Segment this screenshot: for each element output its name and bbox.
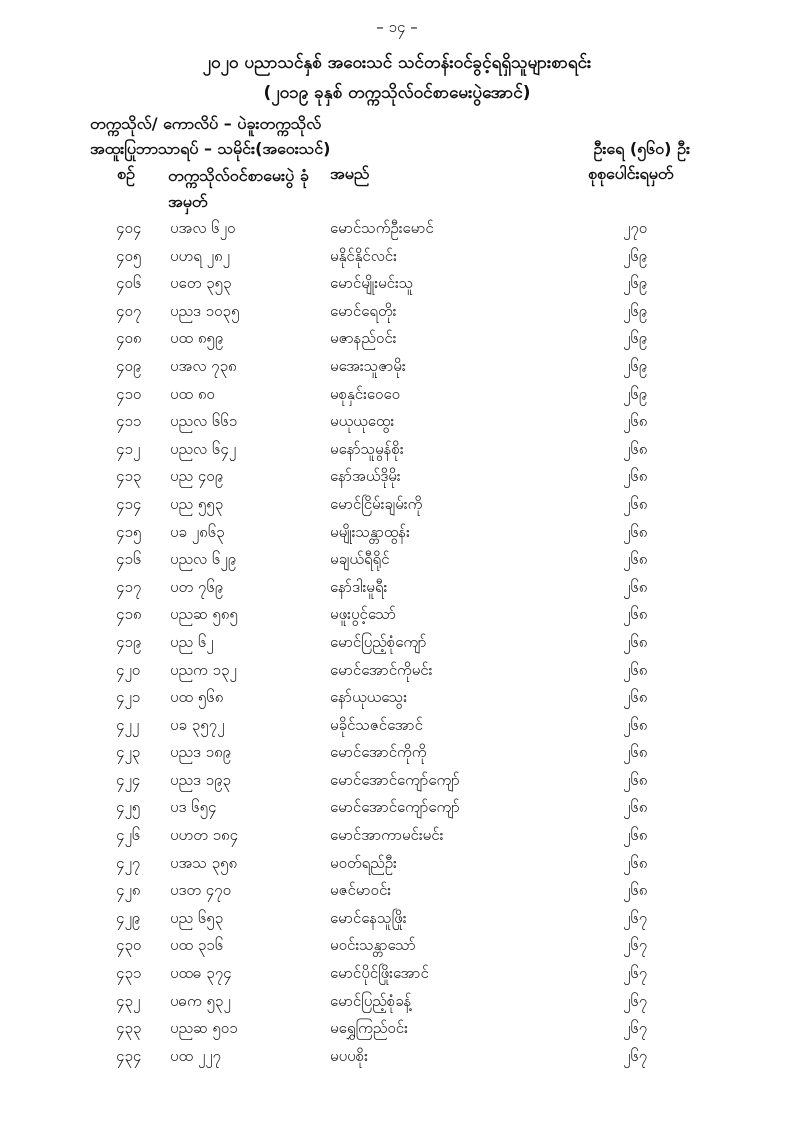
roll-number: ပထ ၂၂၇ (170, 1046, 221, 1065)
student-name: မောင်ပိုင်ဖြိုးအောင် (330, 964, 429, 983)
total-mark: ၂၆၈ (623, 577, 648, 596)
total-mark: ၂၆၉ (623, 329, 648, 348)
row-number: ၄၁၈ (116, 605, 142, 624)
table-row (0, 547, 794, 575)
table-row (0, 989, 794, 1017)
student-name: မောင်အောင်ကိုမင်း (330, 660, 433, 679)
table-row (0, 326, 794, 354)
student-name: နော်အယ်ဒိုမိုး (330, 467, 401, 486)
row-number: ၄၂၃ (116, 743, 141, 762)
row-number: ၄၃၁ (116, 964, 142, 983)
row-number: ၄၁၀ (116, 384, 142, 403)
student-name: မအေးသူဇာမိုး (330, 356, 406, 375)
table-row (0, 1044, 794, 1072)
student-name: မောင်အာကာမင်းမင်း (330, 826, 444, 845)
total-mark: ၂၆၈ (623, 439, 648, 458)
row-number: ၄၀၈ (116, 329, 142, 348)
roll-number: ပထဓ ၃၇၄ (170, 964, 232, 983)
total-mark: ၂၆၈ (623, 826, 648, 845)
total-mark: ၂၆၈ (623, 605, 648, 624)
total-mark: ၂၆၉ (623, 301, 648, 320)
count-line: ဦးရေ (၅၆၀) ဦး (593, 139, 690, 158)
row-number: ၄၁၇ (116, 577, 142, 596)
row-number: ၄၁၅ (116, 522, 142, 541)
row-number: ၄၂၉ (116, 908, 141, 927)
roll-number: ပညဒ ၁၉၃ (170, 770, 231, 789)
roll-number: ပထ ၅၆၈ (170, 688, 224, 707)
total-mark: ၂၆၈ (623, 632, 648, 651)
table-row (0, 382, 794, 410)
roll-number: ပညလ ၆၂၉ (170, 550, 237, 569)
roll-number: ပခ ၃၅၇၂ (170, 715, 225, 734)
row-number: ၄၀၄ (116, 219, 142, 237)
total-mark: ၂၆၈ (623, 881, 648, 900)
total-mark: ၂၆၈ (623, 660, 648, 679)
student-name: မစုနှင်းဝေဝေ (330, 384, 401, 403)
total-mark: ၂၆၇ (623, 936, 648, 955)
row-number: ၄၂၀ (116, 660, 141, 679)
document-title: ၂၀၂၀ ပညာသင်နှစ် အဝေးသင် သင်တန်းဝင်ခွင့်ရရှိသူများစာရင်း (202, 53, 592, 73)
row-number: ၄၁၄ (116, 494, 142, 513)
total-mark: ၂၆၈ (623, 798, 648, 817)
table-row (0, 795, 794, 823)
total-mark: ၂၆၉ (623, 246, 648, 265)
roll-number: ပည ၅၅၃ (170, 494, 224, 513)
student-table (0, 216, 794, 1071)
row-number: ၄၂၂ (116, 715, 140, 734)
student-name: မချယ်ရီရိုင် (330, 550, 390, 569)
table-row (0, 271, 794, 299)
roll-number: ပတေ ၃၅၃ (170, 274, 232, 293)
table-row (0, 464, 794, 492)
student-name: မနော်သူမွန်စိုး (330, 439, 404, 458)
roll-number: ပတ ၇၆၉ (170, 577, 224, 596)
student-name: မောင်သက်ဦးမောင် (330, 219, 434, 237)
document-subtitle: (၂၀၁၉ ခုနှစ် တက္ကသိုလ်ဝင်စာမေးပွဲအောင်) (263, 83, 531, 103)
student-name: မဇာနည်ဝင်း (330, 329, 397, 348)
row-number: ၄၃၃ (116, 1019, 142, 1038)
roll-number: ပည ၆၂ (170, 632, 214, 651)
row-number: ၄၂၈ (116, 881, 141, 900)
row-number: ၄၀၉ (116, 356, 142, 375)
table-row (0, 409, 794, 437)
roll-number: ပဒတ ၄၇၀ (170, 881, 232, 900)
row-number: ၄၀၆ (116, 274, 142, 293)
total-mark: ၂၆၈ (623, 412, 648, 431)
row-number: ၄၃၂ (116, 991, 141, 1010)
total-mark: ၂၆၈ (623, 770, 648, 789)
row-number: ၄၂၇ (116, 853, 141, 872)
total-mark: ၂၆၈ (623, 494, 648, 513)
roll-number: ပအလ ၆၂၀ (170, 219, 236, 237)
table-row (0, 713, 794, 741)
roll-number: ပဟတ ၁၈၄ (170, 826, 239, 845)
table-row (0, 906, 794, 934)
table-row (0, 520, 794, 548)
roll-number: ပညက ၁၃၂ (170, 660, 237, 679)
table-row (0, 1016, 794, 1044)
roll-number: ပဓက ၅၃၂ (170, 991, 231, 1010)
table-row (0, 961, 794, 989)
student-name: မောင်အောင်ကျော်ကျော် (330, 770, 460, 789)
table-row (0, 933, 794, 961)
row-number: ၄၁၉ (116, 632, 142, 651)
table-row (0, 823, 794, 851)
roll-number: ပခ ၂၈၆၃ (170, 522, 225, 541)
row-number: ၄၁၁ (116, 412, 142, 431)
total-mark: ၂၆၈ (623, 688, 648, 707)
total-mark: ၂၆၇ (623, 1019, 648, 1038)
table-row (0, 575, 794, 603)
roll-number: ပထ ၃၁၆ (170, 936, 224, 955)
student-name: မဝတ်ရည်ဦး (330, 853, 397, 872)
table-row (0, 602, 794, 630)
student-name: မောင်ပြည့်စုံကျော် (330, 632, 427, 651)
student-name: မဝင်းသန္တာသော် (330, 936, 416, 955)
row-number: ၄၂၅ (116, 798, 141, 817)
total-mark: ၂၆၈ (623, 522, 648, 541)
total-mark: ၂၆၇ (623, 964, 648, 983)
table-row (0, 492, 794, 520)
row-number: ၄၀၇ (116, 301, 142, 320)
student-name: မောင်အောင်ကိုကို (330, 743, 427, 762)
total-mark: ၂၆၈ (623, 853, 648, 872)
row-number: ၄၁၃ (116, 467, 142, 486)
roll-number: ပထ ၈၀ (170, 384, 215, 403)
student-name: မဇင်မာဝင်း (330, 881, 392, 900)
student-name: မောင်ငြိမ်းချမ်းကို (330, 494, 423, 513)
total-mark: ၂၇၀ (623, 219, 648, 237)
row-number: ၄၃၄ (116, 1046, 142, 1065)
roll-number: ပအလ ၇၃၈ (170, 356, 237, 375)
column-header-no: စဉ် (117, 164, 135, 183)
roll-number: ပအသ ၃၅၈ (170, 853, 238, 872)
total-mark: ၂၆၉ (623, 274, 648, 293)
total-mark: ၂၆၈ (623, 743, 648, 762)
student-name: နော်ယုယသွေး (330, 688, 408, 707)
column-header-name: အမည် (330, 164, 370, 183)
table-row (0, 878, 794, 906)
roll-number: ပည ၄၀၉ (170, 467, 224, 486)
roll-number: ပညဆ ၅၀၁ (170, 1019, 238, 1038)
roll-number: ပညလ ၆၄၂ (170, 439, 237, 458)
student-name: မရွှေကြည်ဝင်း (330, 1019, 408, 1038)
total-mark: ၂၆၇ (623, 908, 648, 927)
total-mark: ၂၆၉ (623, 384, 648, 403)
page-number: – ၁၄ – (376, 18, 418, 36)
roll-number: ပညဒ ၁၀၃၅ (170, 301, 240, 320)
student-name: မောင်နေသူဖြိုး (330, 908, 407, 927)
student-name: မောင်အောင်ကျော်ကျော် (330, 798, 460, 817)
table-row (0, 437, 794, 465)
total-mark: ၂၆၈ (623, 715, 648, 734)
table-row (0, 216, 794, 244)
student-name: မယုယုထွေး (330, 412, 395, 431)
table-row (0, 851, 794, 879)
student-name: နော်ဒါးမူရီး (330, 577, 388, 596)
total-mark: ၂၆၈ (623, 467, 648, 486)
student-name: မောင်မျိုးမင်းသူ (330, 274, 414, 293)
total-mark: ၂၆၇ (623, 1046, 648, 1065)
roll-number: ပည ၆၅၃ (170, 908, 224, 927)
column-header-mark: စုစုပေါင်းရမှတ် (588, 164, 674, 183)
row-number: ၄၂၆ (116, 826, 141, 845)
total-mark: ၂၆၉ (623, 356, 648, 375)
roll-number: ပထ ၈၅၉ (170, 329, 224, 348)
roll-number: ပဒ ၆၅၄ (170, 798, 217, 817)
table-row (0, 685, 794, 713)
student-name: မနိုင်နိုင်လင်း (330, 246, 397, 265)
student-name: မခိုင်သဇင်အောင် (330, 715, 423, 734)
student-name: မောင်ပြည့်စုံခန့် (330, 991, 412, 1010)
row-number: ၄၂၄ (116, 770, 141, 789)
total-mark: ၂၆၈ (623, 550, 648, 569)
row-number: ၄၀၅ (116, 246, 142, 265)
roll-number: ပဟရ ၂၈၂ (170, 246, 230, 265)
student-name: မပပစိုး (330, 1046, 368, 1065)
table-row (0, 299, 794, 327)
roll-number: ပညလ ၆၆၁ (170, 412, 238, 431)
column-header-roll: တက္ကသိုလ်ဝင်စာမေးပွဲ ခုံအမှတ် (168, 166, 309, 211)
table-row (0, 658, 794, 686)
row-number: ၄၂၁ (116, 688, 141, 707)
table-row (0, 354, 794, 382)
university-line: တက္ကသိုလ်/ ကောလိပ် – ပဲခူးတက္ကသိုလ် (90, 114, 322, 133)
roll-number: ပညဒ ၁၈၉ (170, 743, 232, 762)
row-number: ၄၁၂ (116, 439, 141, 458)
table-row (0, 244, 794, 272)
table-row (0, 768, 794, 796)
student-name: မဖူးပွင့်သော် (330, 605, 397, 624)
row-number: ၄၁၆ (116, 550, 142, 569)
row-number: ၄၃၀ (116, 936, 142, 955)
table-row (0, 630, 794, 658)
student-name: မောင်ရေတိုး (330, 301, 397, 320)
total-mark: ၂၆၇ (623, 991, 648, 1010)
student-name: မမျိုးသန္တာထွန်း (330, 522, 410, 541)
roll-number: ပညဆ ၅၈၅ (170, 605, 238, 624)
table-row (0, 740, 794, 768)
major-line: အထူးပြုဘာသာရပ် – သမိုင်း(အဝေးသင်) (90, 139, 331, 158)
